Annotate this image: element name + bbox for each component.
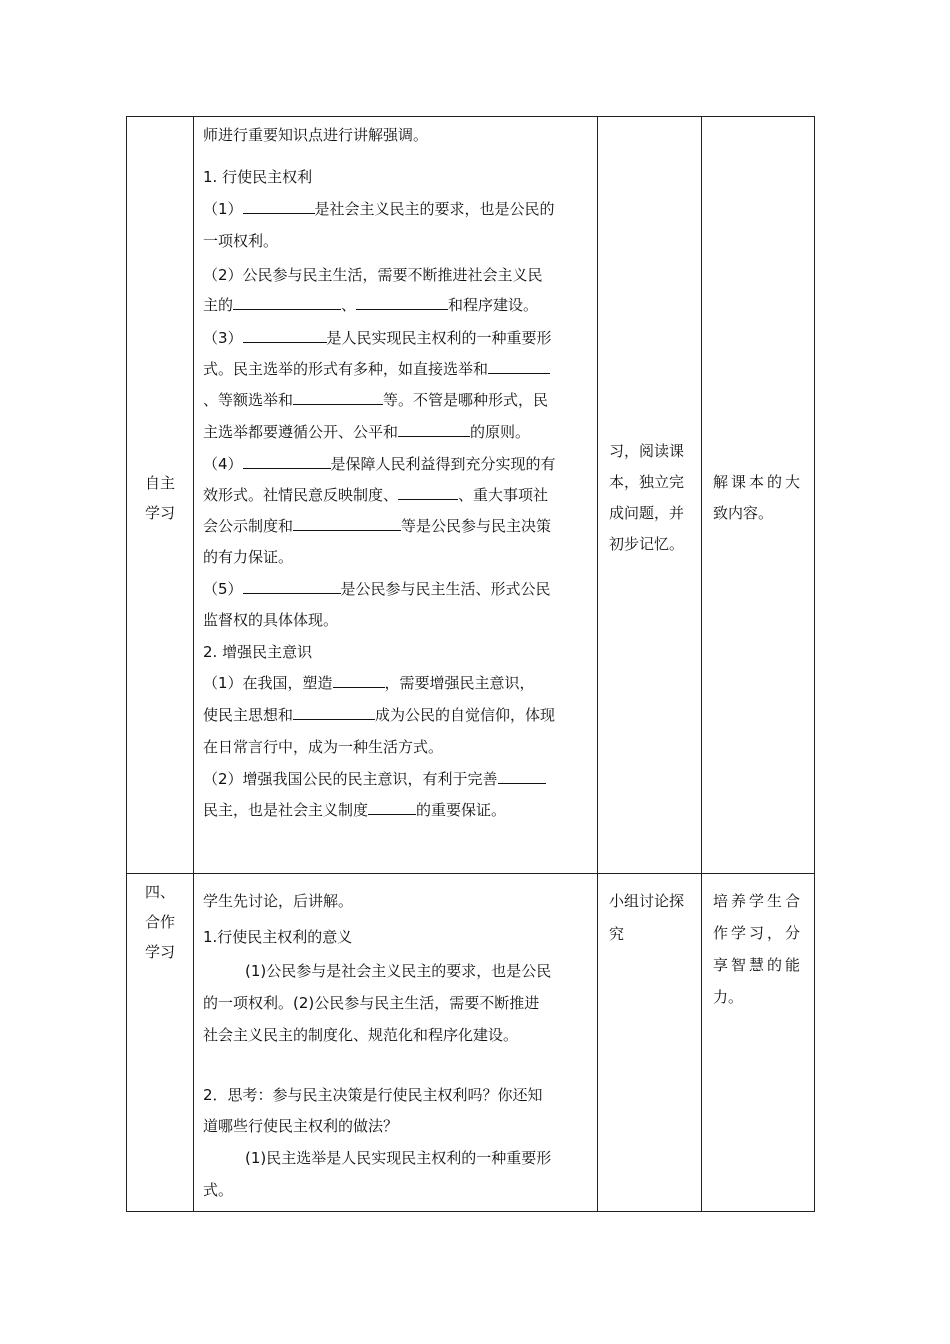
column-divider xyxy=(597,117,598,1211)
text: 式。民主选举的形式有多种，如直接选举和 xyxy=(203,360,489,378)
fill-blank xyxy=(293,700,375,720)
fill-blank xyxy=(333,668,385,688)
content-line: 的一项权利。(2)公民参与民主生活，需要不断推进 xyxy=(203,994,540,1012)
q-item-1-cont: 在日常言行中，成为一种生活方式。 xyxy=(203,738,444,756)
content-line: 2．思考：参与民主决策是行使民主权利吗？你还知 xyxy=(203,1086,543,1104)
fill-blank xyxy=(498,764,546,784)
section2-title: 2. 增强民主意识 xyxy=(203,643,313,661)
text: 是社会主义民主的要求，也是公民的 xyxy=(314,200,555,218)
row1-label-line: 学习 xyxy=(144,504,175,522)
text: 民主，也是社会主义制度 xyxy=(203,801,369,819)
text: （5） xyxy=(203,580,243,598)
item-1-cont: 一项权利。 xyxy=(203,232,279,250)
text: 是保障人民利益得到充分实现的有 xyxy=(330,455,556,473)
item-3-cont xyxy=(203,384,548,417)
text: （1） xyxy=(203,200,243,218)
student-line: 成问题，并 xyxy=(609,504,685,522)
text: 是人民实现民主权利的一种重要形 xyxy=(326,329,552,347)
q-item-2 xyxy=(203,763,546,796)
content-line: 社会主义民主的制度化、规范化和程序化建设。 xyxy=(203,1026,519,1044)
text: 等是公民参与民主决策 xyxy=(401,517,552,535)
fill-blank xyxy=(488,354,550,374)
item-4-cont: 的有力保证。 xyxy=(203,548,294,566)
fill-blank xyxy=(243,323,327,343)
column-divider xyxy=(701,117,702,1211)
text: 主的 xyxy=(203,296,234,314)
item-3 xyxy=(203,322,552,355)
text: ，需要增强民主意识， xyxy=(384,674,535,692)
fill-blank xyxy=(243,194,315,214)
q-item-2-cont xyxy=(203,794,506,827)
text: 、 xyxy=(341,296,357,314)
row2-label-line: 学习 xyxy=(144,943,175,961)
text: 主选举都要遵循公开、公平和 xyxy=(203,423,399,441)
fill-blank xyxy=(233,290,341,310)
content-line: (1)民主选举是人民实现民主权利的一种重要形 xyxy=(245,1149,552,1167)
item-2: （2）公民参与民主生活，需要不断推进社会主义民 xyxy=(203,266,543,284)
row2-label-line: 合作 xyxy=(144,913,175,931)
text: （2）增强我国公民的民主意识，有利于完善 xyxy=(203,770,498,788)
student-line: 习，阅读课 xyxy=(609,442,685,460)
student-line: 本，独立完 xyxy=(609,473,685,491)
fill-blank xyxy=(368,795,416,815)
item-4-cont xyxy=(203,510,551,543)
fill-blank xyxy=(243,574,341,594)
item-5 xyxy=(203,573,551,606)
row-divider xyxy=(127,873,814,874)
text: （4） xyxy=(203,455,243,473)
goal-line: 享智慧的能 xyxy=(713,956,804,974)
fill-blank xyxy=(398,480,458,500)
lesson-table xyxy=(126,116,815,1212)
fill-blank xyxy=(293,385,383,405)
text: 的重要保证。 xyxy=(416,801,507,819)
content-line: 道哪些行使民主权利的做法？ xyxy=(203,1117,399,1135)
row2-label xyxy=(127,877,193,967)
content-line: 学生先讨论，后讲解。 xyxy=(203,892,354,910)
text: 成为公民的自觉信仰，体现 xyxy=(375,706,556,724)
content-line: 1.行使民主权利的意义 xyxy=(203,928,353,946)
row1-label xyxy=(127,468,193,528)
student-line: 究 xyxy=(609,925,625,943)
q-item-1-cont xyxy=(203,699,555,732)
item-3-cont xyxy=(203,416,530,449)
text: 是公民参与民主生活、形式公民 xyxy=(340,580,551,598)
item-2-cont xyxy=(203,289,538,322)
text: 效形式。社情民意反映制度、 xyxy=(203,486,399,504)
text: （3） xyxy=(203,329,243,347)
fill-blank xyxy=(356,290,448,310)
item-1 xyxy=(203,193,555,226)
text: 等。不管是哪种形式，民 xyxy=(383,391,549,409)
q-item-1 xyxy=(203,667,535,700)
section1-title: 1. 行使民主权利 xyxy=(203,168,313,186)
student-line: 小组讨论探 xyxy=(609,892,685,910)
intro-text: 师进行重要知识点进行讲解强调。 xyxy=(203,126,429,144)
content-line: 式。 xyxy=(203,1181,234,1199)
text: 会公示制度和 xyxy=(203,517,294,535)
text: 使民主思想和 xyxy=(203,706,294,724)
fill-blank xyxy=(293,511,401,531)
goal-line: 致内容。 xyxy=(713,504,774,522)
goal-line: 力。 xyxy=(713,988,744,1006)
text: （1）在我国，塑造 xyxy=(203,674,333,692)
column-divider xyxy=(193,117,194,1211)
item-4 xyxy=(203,448,556,481)
text: 和程序建设。 xyxy=(448,296,539,314)
text: 、重大事项社 xyxy=(458,486,549,504)
fill-blank xyxy=(243,449,331,469)
row1-label-line: 自主 xyxy=(144,474,175,492)
goal-line: 解课本的大 xyxy=(713,473,804,491)
text: 、等额选举和 xyxy=(203,391,294,409)
item-5-cont: 监督权的具体体现。 xyxy=(203,611,339,629)
item-4-cont xyxy=(203,479,548,512)
row2-label-line: 四、 xyxy=(144,883,175,901)
fill-blank xyxy=(398,417,470,437)
text: 的原则。 xyxy=(470,423,531,441)
goal-line: 作学习，分 xyxy=(713,924,804,942)
item-3-cont xyxy=(203,353,550,386)
student-line: 初步记忆。 xyxy=(609,535,685,553)
content-line: (1)公民参与是社会主义民主的要求，也是公民 xyxy=(245,962,552,980)
goal-line: 培养学生合 xyxy=(713,892,804,910)
